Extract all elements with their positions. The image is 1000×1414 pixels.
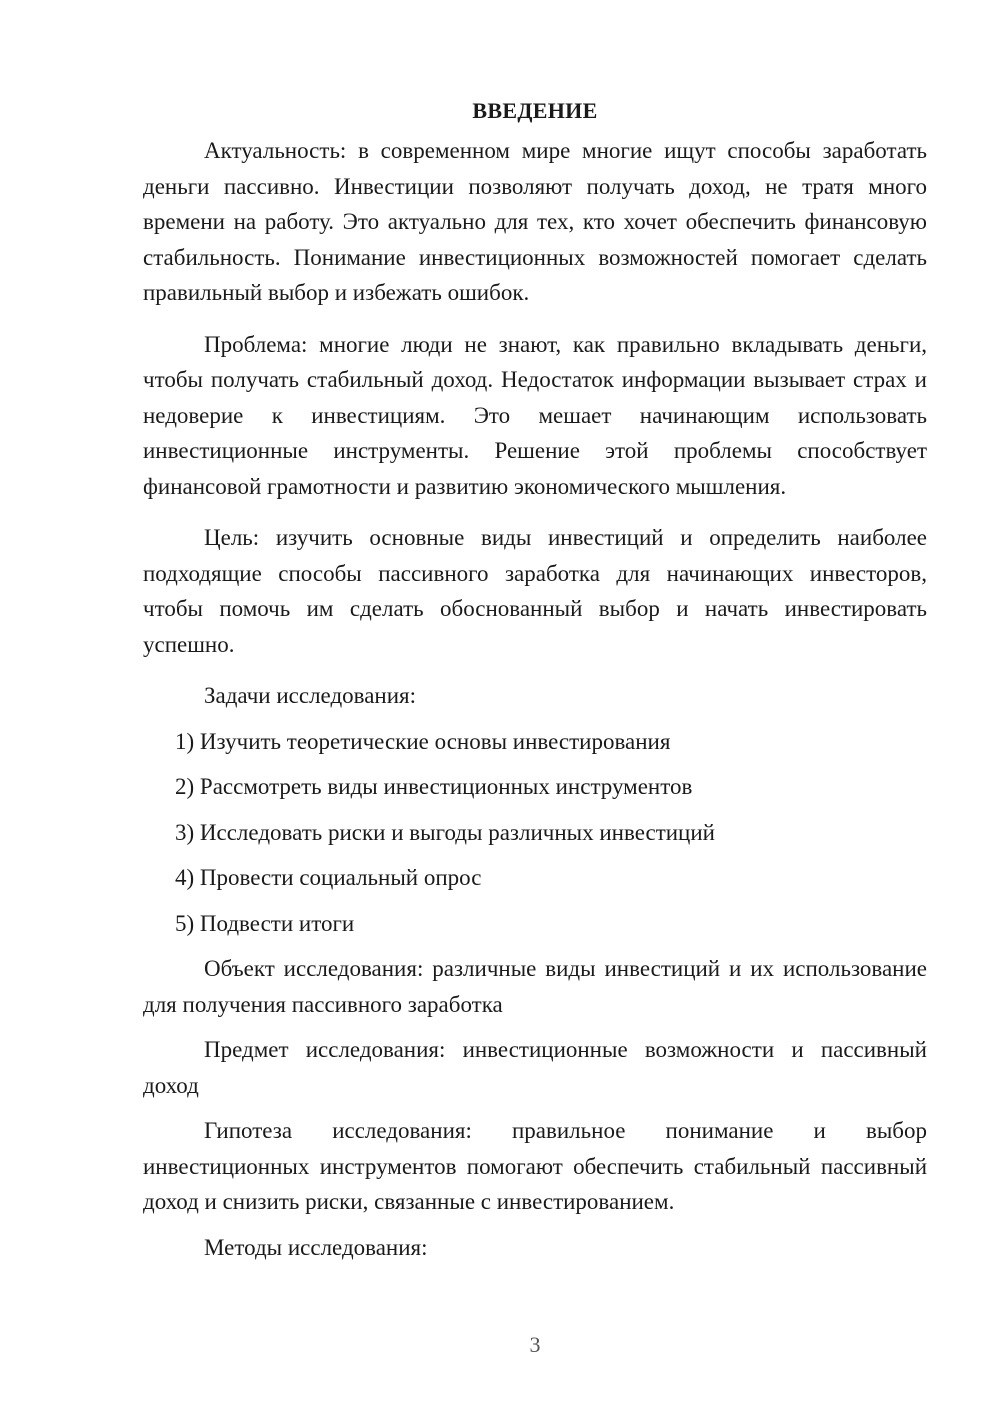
problem-paragraph: Проблема: многие люди не знают, как правильно вкладывать деньги, чтобы получать стабильный доход. Недостаток информации вызывает страх и недоверие к инвестициям. Это мешает начинающим использовать инвестиционные инструменты. Решение этой проблемы способствует финансовой грамотности и развитию экономического мышления. xyxy=(143,331,927,499)
tasks-list xyxy=(143,724,927,942)
methods-heading: Методы исследования: xyxy=(204,1234,428,1260)
goal-paragraph: Цель: изучить основные виды инвестиций и определить наиболее подходящие способы пассивного заработка для начинающих инвесторов, чтобы помочь им сделать обоснованный выбор и начать инвестировать успешно. xyxy=(143,525,927,657)
list-item: 5) Подвести итоги xyxy=(175,910,355,936)
list-item: 4) Провести социальный опрос xyxy=(175,865,482,890)
hypothesis-paragraph: Гипотеза исследования: правильное понимание и выбор инвестиционных инструментов помогают обеспечить стабильный пассивный доход и снизить риски, связанные с инвестированием. xyxy=(143,1118,927,1214)
list-item: 3) Исследовать риски и выгоды различных инвестиций xyxy=(175,819,715,845)
page-content xyxy=(143,93,927,1275)
page-number: 3 xyxy=(529,1332,541,1357)
list-item: 2) Рассмотреть виды инвестиционных инструментов xyxy=(175,774,693,799)
page-title: ВВЕДЕНИЕ xyxy=(472,98,598,123)
tasks-heading: Задачи исследования: xyxy=(204,683,417,708)
subject-paragraph: Предмет исследования: инвестиционные возможности и пассивный доход xyxy=(143,1037,927,1098)
relevance-paragraph: Актуальность: в современном мире многие ищут способы заработать деньги пассивно. Инвестиции позволяют получать доход, не тратя много времени на работу. Это актуально для тех, кто хочет обеспечить финансовую стабильность. Понимание инвестиционных возможностей помогает сделать правильный выбор и избежать ошибок. xyxy=(143,138,927,305)
list-item: 1) Изучить теоретические основы инвестирования xyxy=(175,728,671,754)
object-paragraph: Объект исследования: различные виды инвестиций и их использование для получения пассивного заработка xyxy=(143,956,927,1017)
